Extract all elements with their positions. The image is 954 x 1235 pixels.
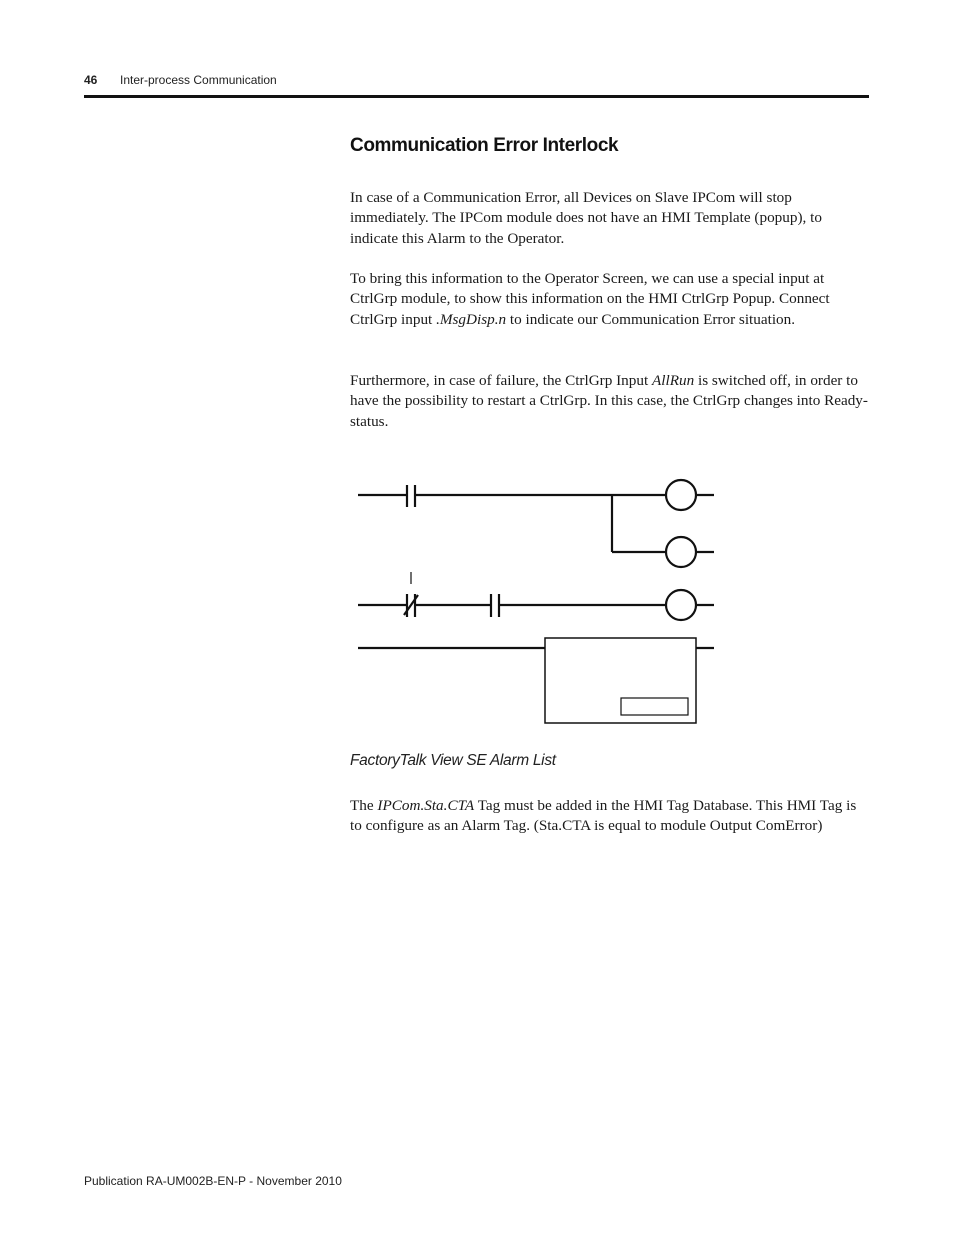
output-coil-1-icon	[666, 480, 696, 510]
output-coil-2-icon	[666, 537, 696, 567]
paragraph-2-text-a: To bring this information to the Operator Screen, we can use a special input at CtrlGrp module, to show this information on the HMI CtrlGrp Popup. Connect CtrlGrp input	[350, 270, 830, 328]
paragraph-4-text-b: Tag must be added in the HMI Tag Database. This HMI Tag is to configure as an Alarm Tag. (Sta.CTA is equal to module Output ComError)	[350, 797, 857, 835]
paragraph-4-text-a: The	[350, 797, 378, 814]
publication-footer: Publication RA-UM002B-EN-P - November 2010	[84, 1174, 342, 1188]
rung-1	[358, 480, 714, 510]
paragraph-3	[350, 371, 870, 432]
header-rule	[84, 95, 869, 98]
msgdisp-input-name: .MsgDisp.n	[436, 310, 507, 328]
ladder-logic-diagram	[340, 460, 730, 735]
paragraph-3-text-b: is switched off, in order to have the possibility to restart a CtrlGrp. In this case, the CtrlGrp changes into Ready-status.	[350, 372, 868, 430]
paragraph-1	[350, 188, 870, 249]
ipcom-tag-name: IPCom.Sta.CTA	[377, 797, 475, 814]
paragraph-1-text: In case of a Communication Error, all Devices on Slave IPCom will stop immediately. The IPCom module does not have an HMI Template (popup), to indicate this Alarm to the Operator.	[350, 189, 822, 247]
rung-3	[358, 572, 714, 620]
instruction-block-field	[621, 698, 688, 715]
allrun-input-name: AllRun	[651, 372, 695, 389]
figure-caption: FactoryTalk View SE Alarm List	[350, 752, 556, 769]
chapter-title: Inter-process Communication	[120, 73, 277, 87]
paragraph-3-text-a: Furthermore, in case of failure, the CtrlGrp Input	[350, 372, 652, 389]
paragraph-2	[350, 269, 870, 330]
rung-1-branch	[612, 495, 714, 567]
page-number: 46	[84, 73, 98, 87]
section-title: Communication Error Interlock	[350, 135, 619, 156]
paragraph-4	[350, 796, 870, 837]
paragraph-2-text-b: to indicate our Communication Error situation.	[506, 310, 796, 328]
output-coil-3-icon	[666, 590, 696, 620]
rung-4	[358, 638, 714, 723]
